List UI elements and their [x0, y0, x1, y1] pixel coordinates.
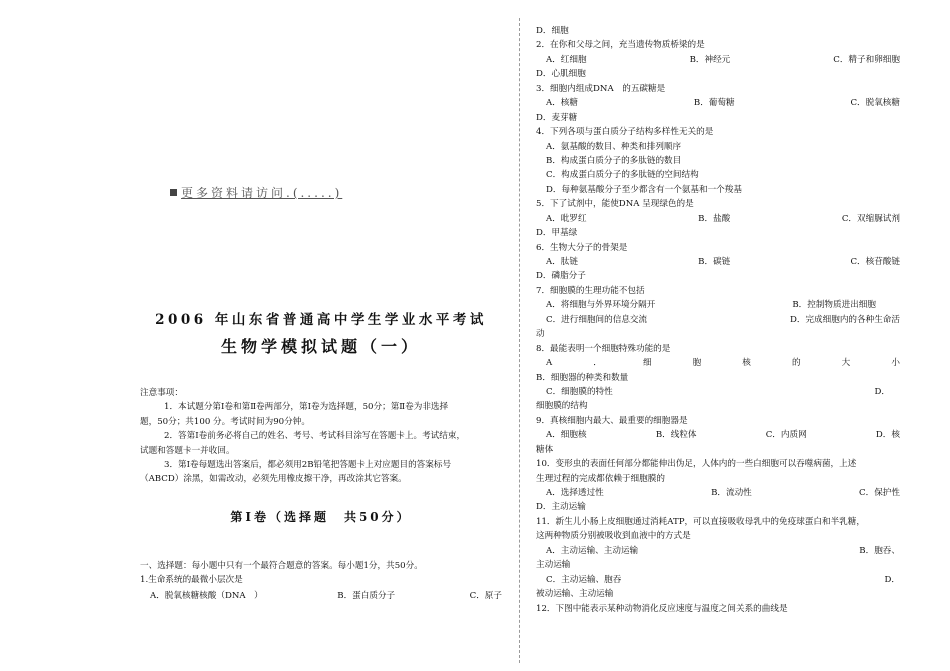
q5-option-c: C．双缩脲试剂	[841, 213, 900, 224]
exam-title: 2006 年山东省普通高中学生学业水平考试	[155, 312, 487, 328]
q9-options	[536, 428, 900, 442]
q9-option-a: A．细胞核	[546, 430, 587, 441]
right-column	[536, 24, 900, 616]
q7-option-b: B．控制物质进出细胞	[792, 300, 876, 311]
q9-option-d-continued: 糖体	[536, 444, 554, 455]
question-11-stem-line-2: 这两种物质分别被吸收到血液中的方式是	[536, 531, 691, 542]
q10-option-b: B．流动性	[711, 488, 752, 498]
q11-options-cd	[536, 573, 900, 587]
q1-option-d: D．细胞	[536, 26, 569, 36]
q10-option-c: C．保护性	[859, 488, 900, 498]
question-11-stem-line-1: 11．新生儿小肠上皮细胞通过消耗ATP，可以直接吸收母乳中的免疫球蛋白和半乳糖，	[536, 516, 865, 527]
q4-option-d: D．每种氨基酸分子至少都含有一个氨基和一个羧基	[546, 184, 742, 195]
q7-option-c: C．进行细胞间的信息交流	[546, 314, 648, 325]
note-1-line-1: 1．本试题分第Ⅰ卷和第Ⅱ卷两部分，第Ⅰ卷为选择题，50分；第Ⅱ卷为非选择	[164, 402, 449, 413]
more-resources-link[interactable]	[170, 184, 342, 201]
q8-option-a	[536, 356, 900, 370]
q8-a-part: 的	[791, 358, 801, 369]
q1-option-b: B．蛋白质分子	[337, 591, 396, 601]
q11-option-a: A．主动运输、主动运输	[546, 545, 639, 556]
q5-options	[536, 212, 900, 226]
note-2-line-1: 2．答第Ⅰ卷前务必将自己的姓名、考号、考试科目涂写在答题卡上。考试结束，	[164, 431, 466, 442]
q7-options-cd	[536, 313, 900, 327]
q3-option-a: A．核糖	[546, 98, 578, 109]
question-7-stem: 7．细胞膜的生理功能不包括	[536, 285, 645, 296]
q8-option-c: C．细胞膜的特性	[546, 386, 613, 397]
q8-a-part: 小	[891, 358, 900, 369]
note-2-line-2: 试题和答题卡一并收回。	[140, 445, 235, 456]
question-2-stem: 2．在你和父母之间，充当遗传物质桥梁的是	[536, 40, 705, 51]
q9-option-d: D．核	[875, 430, 900, 441]
q6-option-b: B．碳链	[698, 257, 731, 267]
q10-options	[536, 486, 900, 500]
q2-option-d: D．心肌细胞	[536, 69, 586, 80]
q8-a-part: 细	[642, 358, 652, 369]
q5-option-a: A．吡罗红	[546, 213, 587, 224]
q6-option-d: D．磷脂分子	[536, 271, 586, 282]
section-title: 第Ⅰ卷（选择题 共50分）	[230, 510, 412, 524]
q8-option-b: B．细胞器的种类和数量	[536, 372, 629, 383]
q10-option-d: D．主动运输	[536, 502, 586, 513]
more-resources-text: 更多资料请访问.(.....)	[181, 186, 343, 200]
q9-option-c: C．内质网	[765, 430, 807, 441]
q8-a-part: 大	[841, 358, 851, 369]
q3-option-d: D．麦芽糖	[536, 112, 578, 123]
q3-options	[536, 96, 900, 110]
question-6-stem: 6．生物大分子的骨架是	[536, 242, 628, 253]
note-1-line-2: 题，50分；共100 分。考试时间为90分钟。	[140, 416, 310, 427]
q11-option-b: B．胞吞、	[859, 545, 900, 556]
q2-option-b: B．神经元	[689, 54, 731, 65]
q6-option-c: C．核苷酸链	[850, 257, 900, 267]
q8-option-d: D．	[874, 386, 890, 397]
q8-a-part: 胞	[692, 358, 702, 369]
q1-option-a: A．脱氧核糖核酸（DNA ）	[150, 591, 263, 601]
q9-option-b: B．线粒体	[655, 430, 697, 441]
question-12-stem: 12．下图中能表示某种动物消化反应速度与温度之间关系的曲线是	[536, 603, 788, 614]
q4-option-b: B．构成蛋白质分子的多肽链的数目	[546, 155, 682, 166]
q7-option-d: D．完成细胞内的各种生命活	[789, 314, 900, 325]
q11-option-d: D．	[884, 574, 900, 585]
question-3-stem: 3．细胞内组成DNA 的五碳糖是	[536, 83, 666, 94]
question-8-stem: 8．最能表明一个细胞特殊功能的是	[536, 343, 671, 354]
q4-option-c: C．构成蛋白质分子的多肽链的空间结构	[546, 170, 699, 181]
exam-subtitle: 生物学模拟试题（一）	[220, 337, 421, 356]
q3-option-b: B．葡萄糖	[693, 98, 735, 109]
q2-options	[536, 53, 900, 67]
q7-option-d-continued: 动	[536, 329, 545, 340]
notes-heading: 注意事项：	[140, 388, 183, 398]
q6-option-a: A．肽链	[546, 257, 578, 267]
q11-option-b-continued: 主动运输	[536, 560, 571, 571]
question-4-stem: 4．下列各项与蛋白质分子结构多样性无关的是	[536, 127, 714, 138]
q2-option-c: C．精子和卵细胞	[833, 54, 900, 65]
q8-options-cd	[536, 385, 900, 399]
q7-option-a: A．将细胞与外界环境分隔开	[546, 300, 656, 311]
q8-option-d-continued: 细胞膜的结构	[536, 401, 588, 412]
question-10-stem-line-1: 10．变形虫的表面任何部分都能伸出伪足，人体内的一些白细胞可以吞噬病菌，上述	[536, 459, 857, 470]
left-column	[140, 0, 502, 671]
question-5-stem: 5．下了试剂中，能使DNA 呈现绿色的是	[536, 199, 694, 210]
q5-option-d: D．甲基绿	[536, 228, 578, 239]
question-9-stem: 9．真核细胞内最大、最重要的细胞器是	[536, 415, 688, 426]
q10-option-a: A．选择透过性	[546, 488, 604, 498]
column-divider	[519, 18, 520, 663]
question-10-stem-line-2: 生理过程的完成都依赖于细胞膜的	[536, 473, 665, 484]
q11-option-d-continued: 被动运输、主动运输	[536, 589, 614, 600]
q8-a-part: ．	[593, 358, 602, 369]
q1-option-c: C．原子	[469, 591, 502, 601]
note-3-line-1: 3．第Ⅰ卷每题选出答案后，都必须用2B铅笔把答题卡上对应题目的答案标号	[164, 460, 452, 471]
square-bullet-icon	[170, 189, 177, 196]
question-1-options	[150, 589, 502, 601]
q8-a-part: A	[546, 358, 553, 369]
q3-option-c: C．脱氧核糖	[850, 98, 900, 109]
q8-a-part: 核	[742, 358, 751, 369]
q5-option-b: B．盐酸	[698, 213, 731, 224]
q2-option-a: A．红细胞	[546, 54, 587, 65]
note-3-line-2: （ABCD）涂黑，如需改动，必须先用橡皮擦干净，再改涂其它答案。	[140, 474, 407, 485]
q11-option-c: C．主动运输、胞吞	[546, 574, 622, 585]
q6-options	[536, 255, 900, 269]
exam-notes	[140, 386, 502, 487]
question-1-stem: 1.生命系统的最微小层次是	[140, 575, 243, 585]
q4-option-a: A．氨基酸的数目、种类和排列顺序	[546, 141, 682, 152]
section-instructions: 一、选择题：每小题中只有一个最符合题意的答案。每小题1分，共50分。	[140, 561, 423, 571]
q7-options-ab	[536, 298, 900, 312]
q11-options-ab	[536, 544, 900, 558]
